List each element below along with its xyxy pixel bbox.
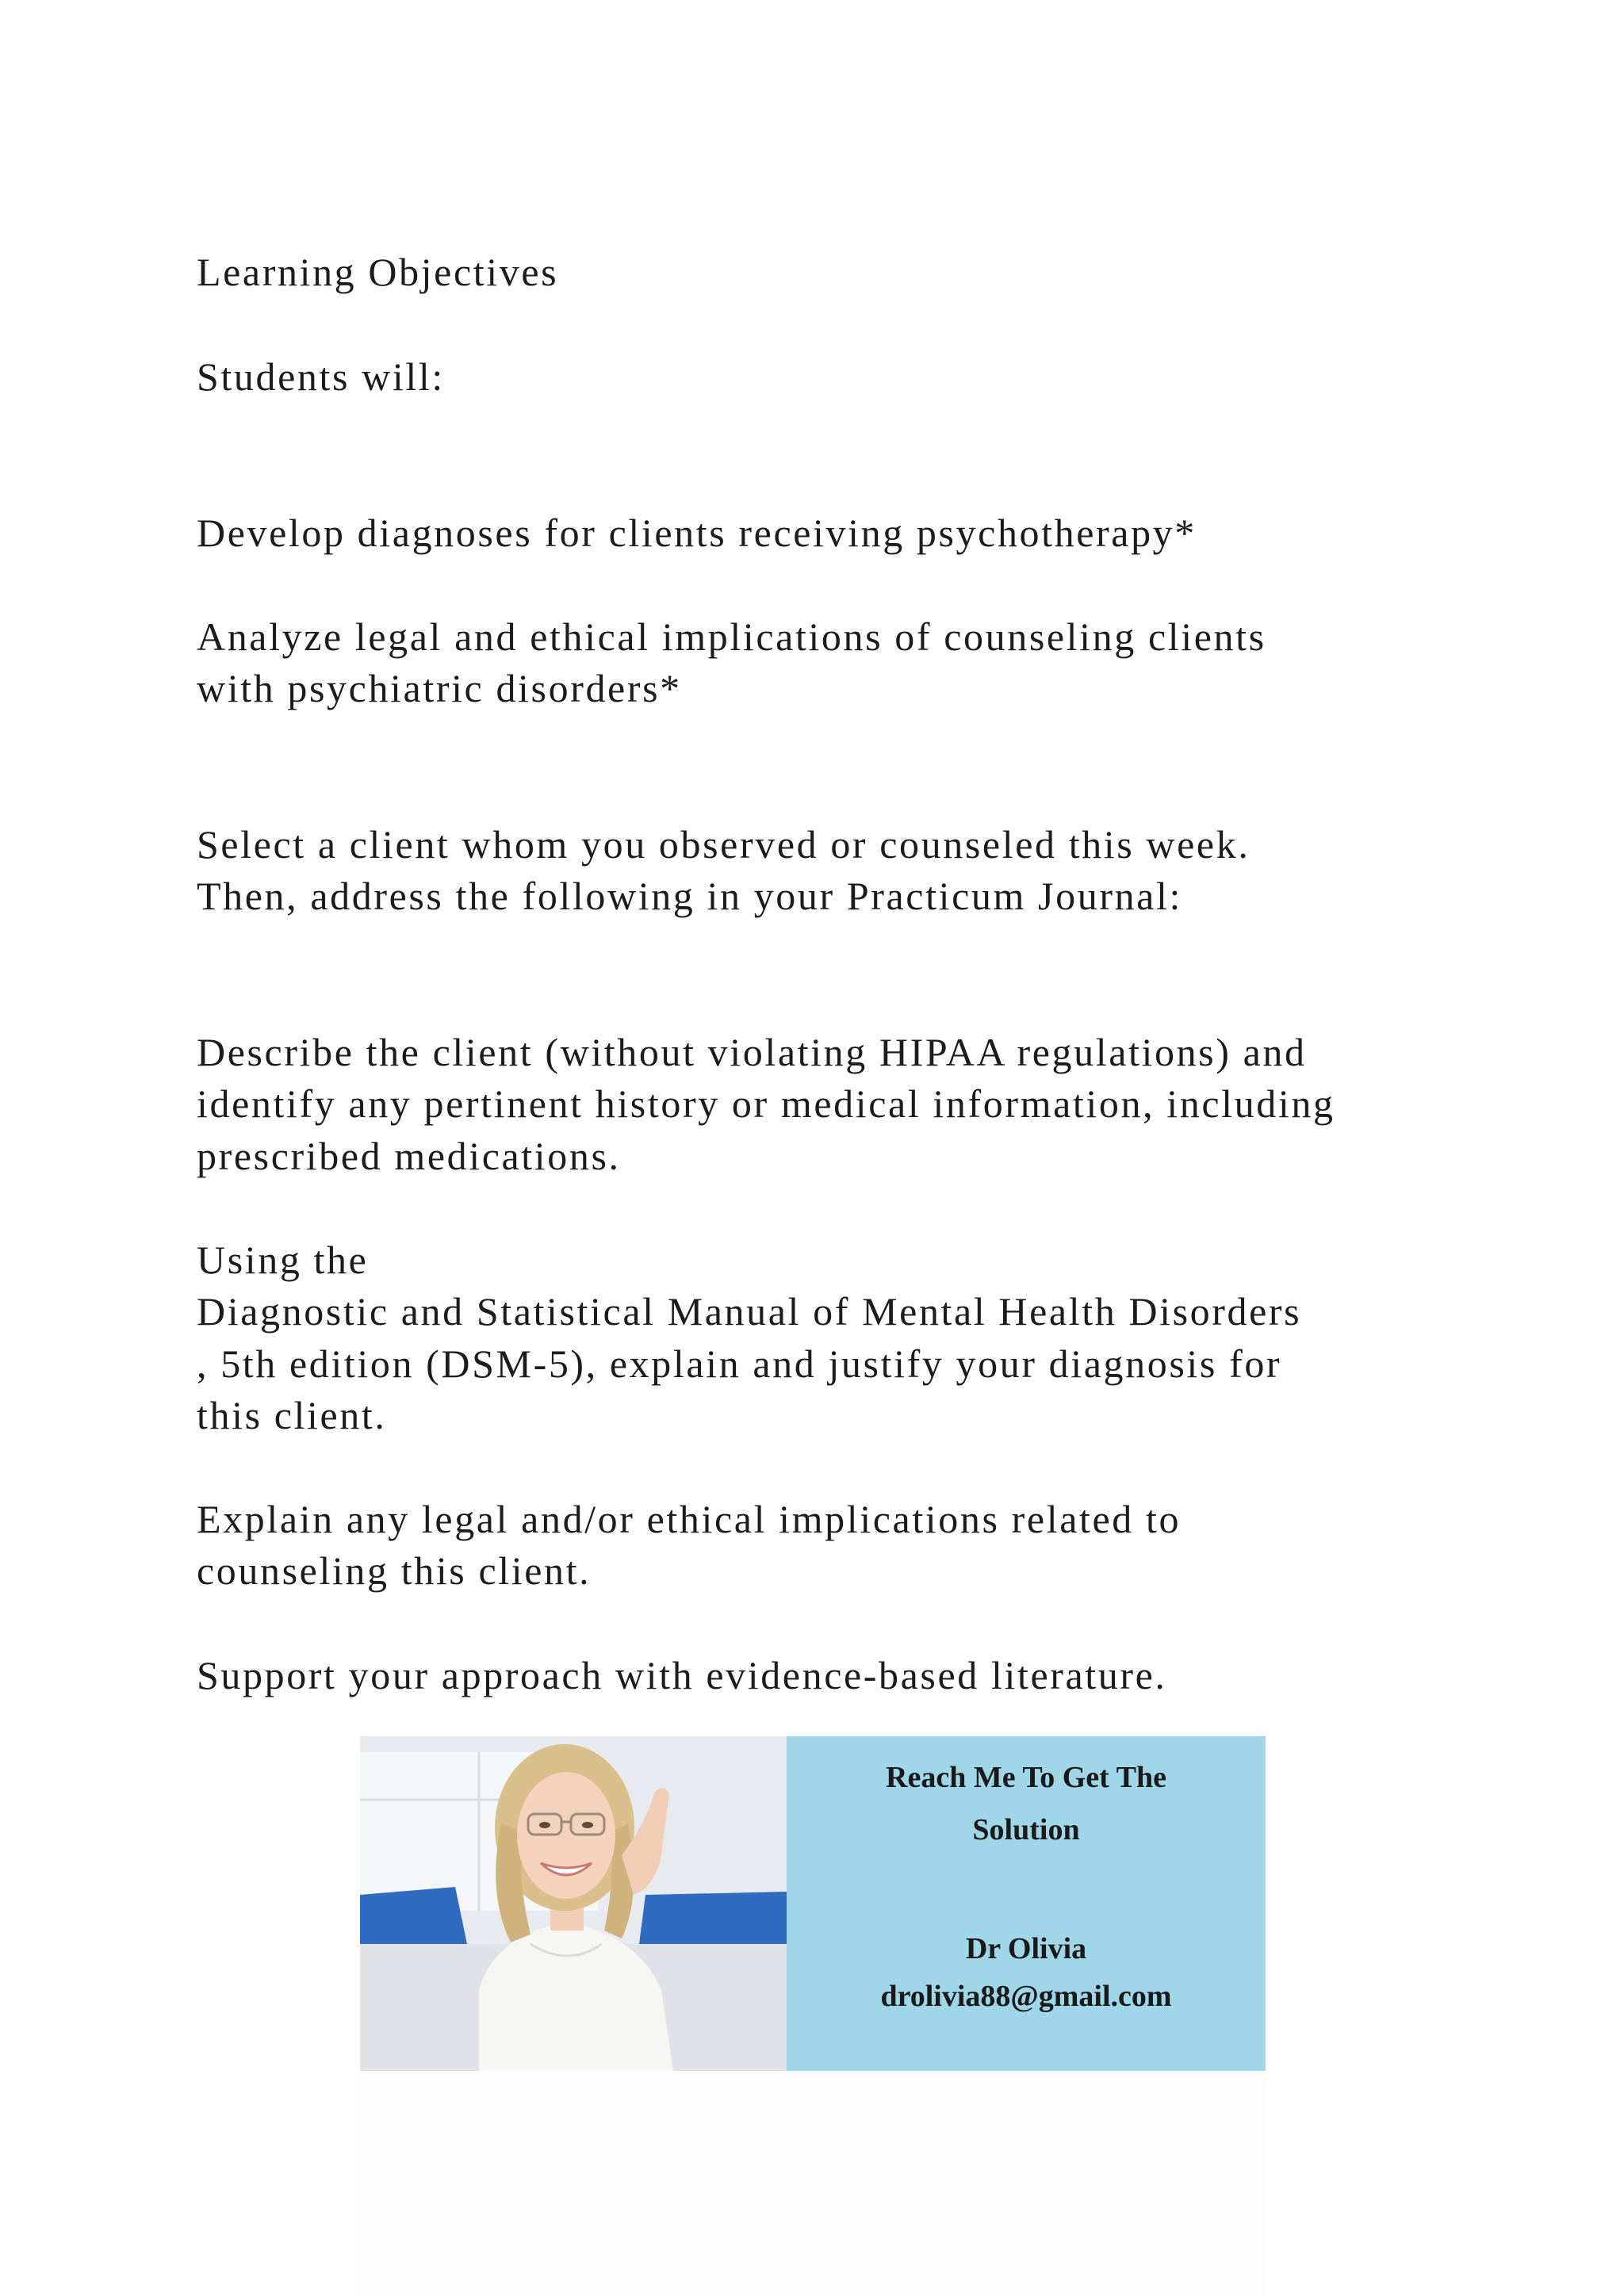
task-dsm-line-3: , 5th edition (DSM-5), explain and justify your diagnosis for <box>197 1341 1282 1386</box>
task-dsm-line-1: Using the <box>197 1238 369 1282</box>
task-describe-line-1: Describe the client (without violating HIPAA regulations) and <box>197 1030 1307 1074</box>
task-legal-line-1: Explain any legal and/or ethical implications related to <box>197 1497 1182 1541</box>
task-describe-line-3: prescribed medications. <box>197 1134 621 1178</box>
task-dsm-line-4: this client. <box>197 1393 387 1437</box>
banner-name: Dr Olivia <box>965 1932 1087 1965</box>
task-legal-line-2: counseling this client. <box>197 1548 592 1593</box>
instruction-line-1: Select a client whom you observed or counseled this week. <box>197 822 1251 867</box>
task-describe-line-2: identify any pertinent history or medical information, including <box>197 1081 1335 1126</box>
objective-2-line-2: with psychiatric disorders* <box>197 666 682 710</box>
instruction-line-2: Then, address the following in your Practicum Journal: <box>197 874 1182 918</box>
task-support: Support your approach with evidence-based literature. <box>197 1653 1167 1697</box>
task-dsm-line-2: Diagnostic and Statistical Manual of Mental Health Disorders <box>197 1289 1302 1334</box>
banner-bottom-area <box>360 2071 1266 2296</box>
banner-heading-line-2: Solution <box>972 1813 1080 1846</box>
contact-banner <box>360 1736 1266 2071</box>
heading-learning-objectives: Learning Objectives <box>197 250 559 294</box>
banner-heading-line-1: Reach Me To Get The <box>886 1761 1166 1794</box>
objective-1: Develop diagnoses for clients receiving psychotherapy* <box>197 511 1197 555</box>
banner-email: drolivia88@gmail.com <box>880 1980 1172 2013</box>
woman-photo <box>360 1736 787 2071</box>
students-will-label: Students will: <box>197 354 445 399</box>
objective-2-line-1: Analyze legal and ethical implications of counseling clients <box>197 614 1266 659</box>
contact-panel <box>787 1736 1266 2071</box>
